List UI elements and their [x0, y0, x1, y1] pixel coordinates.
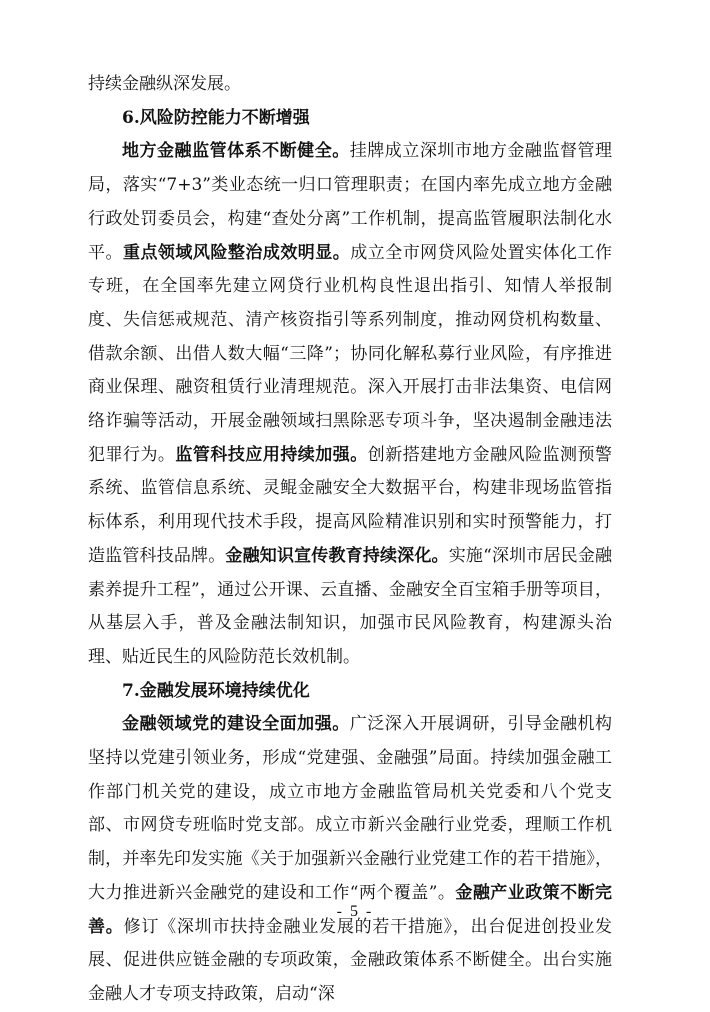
page-body [88, 68, 612, 1012]
paragraph-text: 挂牌成立深圳市地方金融监督管理局，落实“7+3”类业态统一归口管理职责；在国内率先成立地方金融行政处罚委员会，构建“查处分离”工作机制，提高监管履职法制化水平。 [88, 141, 613, 263]
section-heading-7: 7.金融发展环境持续优化 [122, 680, 310, 701]
section-heading-6: 6.风险防控能力不断增强 [122, 107, 310, 128]
page-number: - 5 - [336, 903, 374, 920]
paragraph-text: 创新搭建地方金融风险监测预警系统、监管信息系统、灵鲲金融安全大数据平台，构建非现场监管指标体系，利用现代技术手段，提高风险精准识别和实时预警能力，打造监管科技品牌。 [88, 444, 613, 566]
paragraph-environment [88, 708, 612, 1011]
bold-lead-3: 监管科技应用持续加强。 [175, 444, 368, 465]
bold-lead-2: 重点领域风险整治成效明显。 [122, 242, 351, 263]
paragraph-risk-control [88, 135, 612, 674]
bold-lead-1: 地方金融监管体系不断健全。 [122, 141, 350, 162]
paragraph-text: 成立全市网贷风险处置实体化工作专班，在全国率先建立网贷行业机构良性退出指引、知情人举报制度、失信惩戒规范、清产核资指引等系列制度，推动网贷机构数量、借款余额、出借人数大幅“三降”；协同化解私募行业风险，有序推进商业保理、融资租赁行业清理规范。深入开展打击非法集资、电信网络诈骗等活动，开展金融领域扫黑除恶专项斗争，坚决遏制金融违法犯罪行为。 [88, 242, 613, 465]
paragraph-text: 广泛深入开展调研，引导金融机构坚持以党建引领业务，形成“党建强、金融强”局面。持续加强金融工作部门机关党的建设，成立市地方金融监管局机关党委和八个党支部、市网贷专班临时党支部。成立市新兴金融行业党委，理顺工作机制，并率先印发实施《关于加强新兴金融行业党建工作的若干措施》，大力推进新兴金融党的建设和工作“两个覆盖”。 [88, 714, 613, 903]
paragraph-text: 实施“深圳市居民金融素养提升工程”，通过公开课、云直播、金融安全百宝箱手册等项目，从基层入手，普及金融法制知识，加强市民风险教育，构建源头治理、贴近民生的风险防范长效机制。 [88, 545, 612, 667]
paragraph-continued: 持续金融纵深发展。 [88, 74, 241, 94]
bold-lead-2: 金融产业政策不断完善。 [88, 882, 613, 937]
bold-lead-1: 金融领域党的建设全面加强。 [122, 714, 350, 735]
bold-lead-4: 金融知识宣传教育持续深化。 [225, 545, 449, 566]
paragraph-text: 修订《深圳市扶持金融业发展的若干措施》，出台促进创投业发展、促进供应链金融的专项政策，金融政策体系不断健全。出台实施金融人才专项支持政策，启动“深 [88, 916, 613, 1004]
